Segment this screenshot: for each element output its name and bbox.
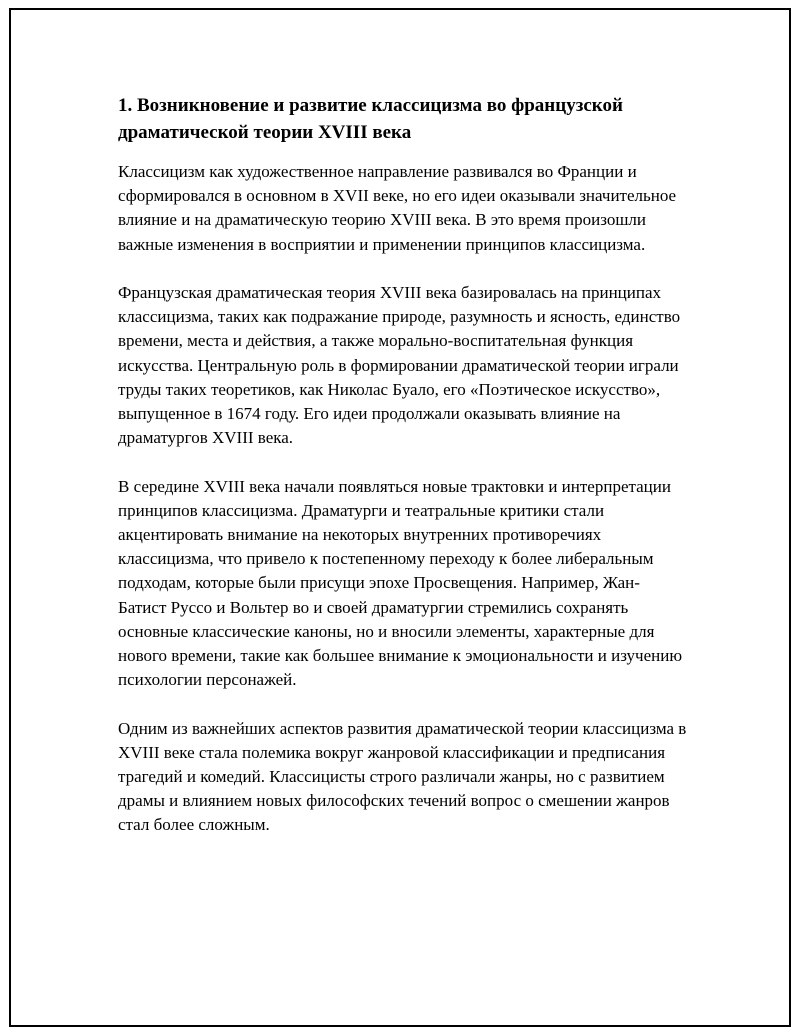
paragraph-3: В середине XVIII века начали появляться новые трактовки и интерпретации принципов классицизма. Драматурги и театральные критики стали акцентировать внимание на некоторых внутренних противоречиях классицизма, что привело к постепенному переходу к более либеральным подходам, которые были присущи эпохе Просвещения. Например, Жан-Батист Руссо и Вольтер во и своей драматургии стремились сохранять основные классические каноны, но и вносили элементы, характерные для нового времени, такие как большее внимание к эмоциональности и изучению психологии персонажей. xyxy=(118,476,683,690)
paragraph-2: Французская драматическая теория XVIII века базировалась на принципах классицизма, таких как подражание природе, разумность и ясность, единство времени, места и действия, а также морально-воспитательная функция искусства. Центральную роль в формировании драматической теории играли труды таких теоретиков, как Николас Буало, его «Поэтическое искусство», выпущенное в 1674 году. Его идеи продолжали оказывать влияние на драматургов XVIII века. xyxy=(118,283,681,448)
document-body xyxy=(118,92,688,838)
paragraph-4: Одним из важнейших аспектов развития драматической теории классицизма в XVIII веке стала полемика вокруг жанровой классификации и предписания трагедий и комедий. Классицисты строго различали жанры, но с развитием драмы и влиянием новых философских течений вопрос о смешении жанров стал более сложным. xyxy=(118,718,687,835)
section-heading: 1. Возникновение и развитие классицизма во французской драматической теории XVIII века xyxy=(118,95,623,143)
paragraph-1: Классицизм как художественное направление развивался во Франции и сформировался в основном в XVII веке, но его идеи оказывали значительное влияние и на драматическую теорию XVIII века. В это время произошли важные изменения в восприятии и применении принципов классицизма. xyxy=(118,162,677,254)
